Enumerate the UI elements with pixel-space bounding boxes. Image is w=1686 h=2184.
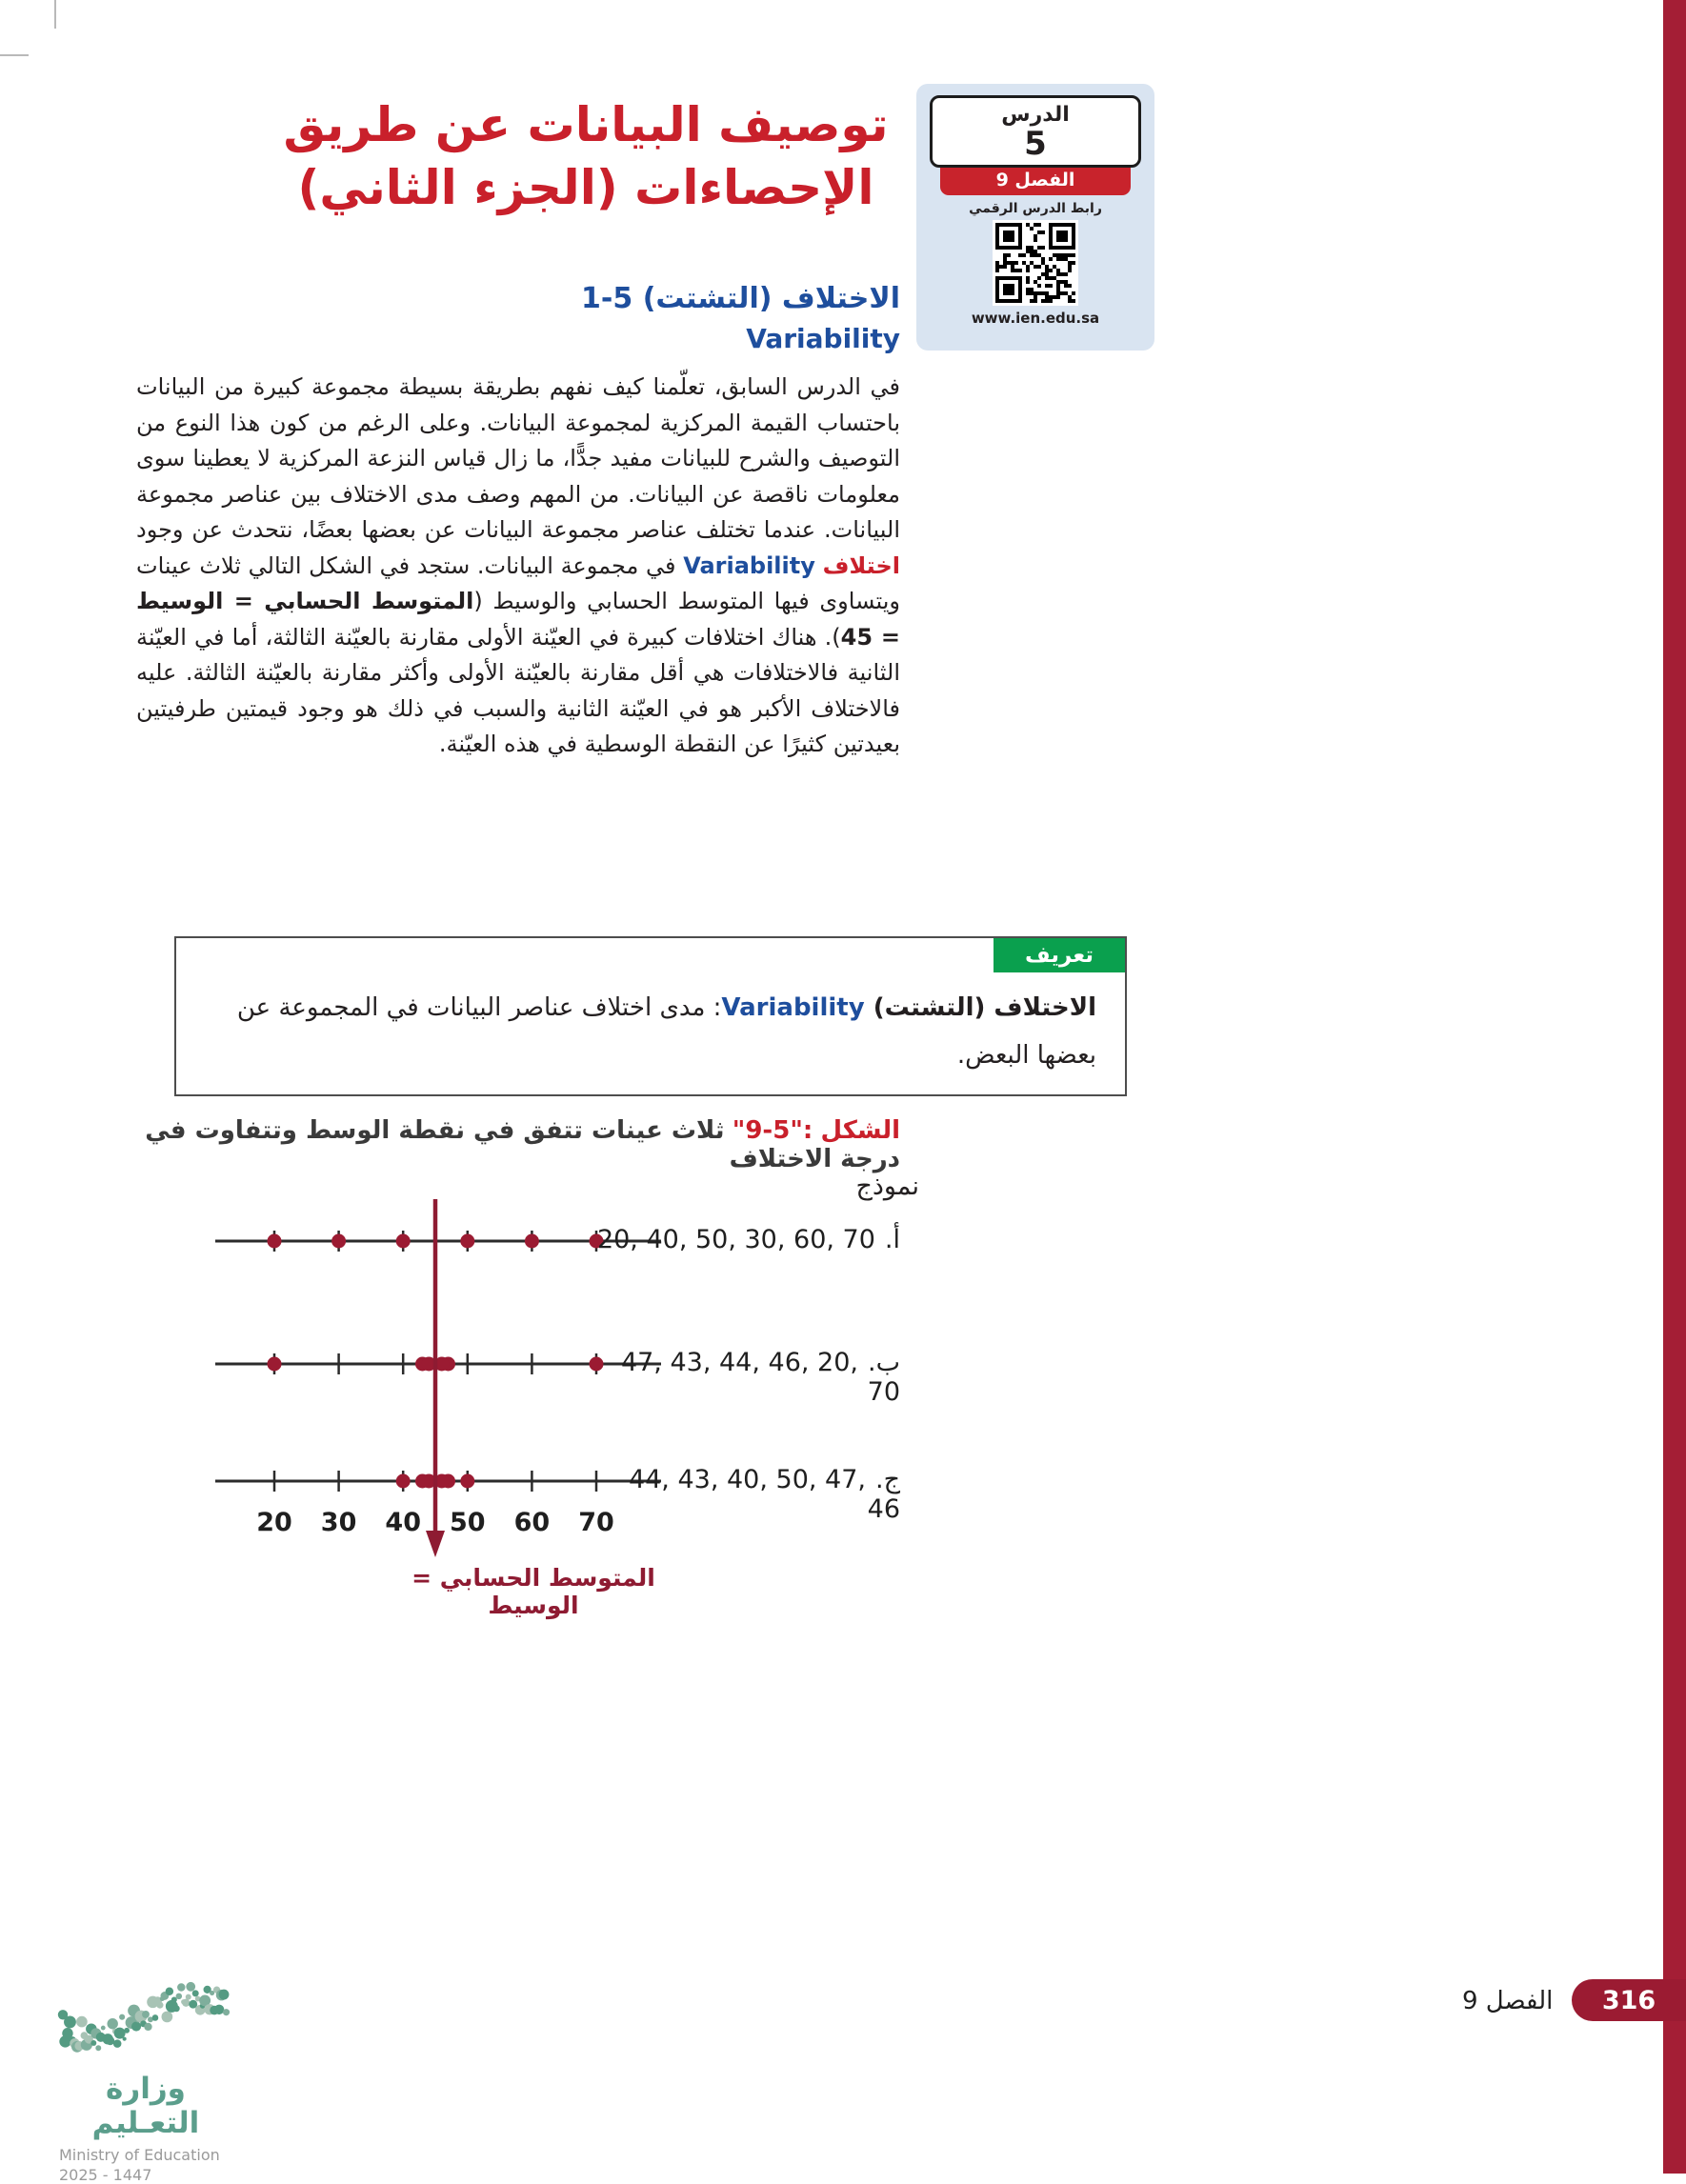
sample-b-values: 47, 43, 44, 46, 20, 70: [620, 1348, 900, 1407]
section-number: 1-5: [581, 282, 633, 315]
chapter-badge: الفصل 9: [940, 168, 1131, 195]
sample-c-row: [589, 1465, 900, 1524]
ministry-name-english: Ministry of Education: [59, 2146, 220, 2164]
crop-mark-vertical: [54, 0, 56, 29]
mean-median-label: المتوسط الحسابي = الوسيط: [411, 1564, 655, 1619]
lesson-label: الدرس: [1001, 103, 1070, 127]
ministry-logo: [55, 1974, 246, 2184]
figure-caption-text: ثلاث عينات تتفق في نقطة الوسط وتتفاوت في درجة الاختلاف: [145, 1116, 900, 1173]
figure-caption-label: الشكل: [820, 1116, 900, 1145]
figure-caption-number: "9-5":: [732, 1116, 813, 1145]
sample-a-row: [589, 1225, 900, 1254]
lesson-info-panel: [916, 84, 1154, 351]
page-title: [271, 93, 900, 219]
qr-caption: رابط الدرس الرقمي: [969, 201, 1102, 216]
lesson-number: 5: [1024, 125, 1047, 163]
lesson-number-box: [930, 95, 1141, 168]
ministry-year: 2025 - 1447: [59, 2166, 152, 2184]
definition-box: [174, 936, 1127, 1096]
model-label: نموذج: [855, 1172, 919, 1201]
sample-c-letter: ج.: [874, 1465, 900, 1494]
svg-text:70: 70: [578, 1508, 614, 1537]
qr-code-icon: [993, 220, 1078, 306]
footer-chapter-label: الفصل 9: [1462, 1987, 1554, 2015]
svg-text:40: 40: [385, 1508, 421, 1537]
svg-text:20: 20: [256, 1508, 292, 1537]
page-title-line2: الإحصاءات (الجزء الثاني): [297, 160, 874, 215]
crop-mark-horizontal: [0, 54, 29, 56]
definition-text: الاختلاف (التشتت) Variability: مدى اختلاف عناصر البيانات في المجموعة عن بعضها البعض.: [236, 993, 1096, 1070]
sample-c-values: 44, 43, 40, 50, 47, 46: [628, 1465, 900, 1524]
page-number-badge: [1572, 1979, 1686, 2021]
figure-caption: [136, 1116, 900, 1173]
section-name: الاختلاف (التشتت): [642, 282, 900, 315]
definition-tab: تعريف: [994, 938, 1125, 972]
svg-text:60: 60: [513, 1508, 551, 1537]
page-number: 316: [1601, 1985, 1656, 2015]
intro-paragraph: في الدرس السابق، تعلّمنا كيف نفهم بطريقة بسيطة مجموعة كبيرة من البيانات باحتساب القيمة المركزية لمجموعة البيانات. وعلى الرغم من كون هذا النوع من التوصيف والشرح للبيانات مفيد جدًّا، ما زال قياس النزعة المركزية لا يعطينا سوى معلومات ناقصة عن البيانات. من المهم وصف مدى الاختلاف بين عناصر مجموعة البيانات. عندما تختلف عناصر مجموعة البيانات عن بعضها بعضًا، نتحدث عن وجود اختلاف Variability في مجموعة البيانات. ستجد في الشكل التالي ثلاث عينات ويتساوى فيها المتوسط الحسابي والوسيط (المتوسط الحسابي = الوسيط = 45). هناك اختلافات كبيرة في العيّنة الأولى مقارنة بالعيّنة الثالثة، أما في العيّنة الثانية فالاختلافات هي أقل مقارنة بالعيّنة الأولى وأكثر مقارنة بالعيّنة الثالثة. عليه فالاختلاف الأكبر هو في العيّنة الثانية والسبب في ذلك هو وجود قيمتين طرفيتين بعيدتين كثيرًا عن النقطة الوسطية في هذه العيّنة.: [136, 373, 900, 757]
svg-text:50: 50: [450, 1508, 486, 1537]
section-title: [424, 282, 900, 315]
sample-a-values: 20, 40, 50, 30, 60, 70: [596, 1225, 875, 1254]
ministry-name-arabic: وزارة التعـليم: [91, 2072, 200, 2140]
ministry-logo-dots-icon: [55, 1974, 236, 2068]
sample-a-letter: أ.: [884, 1225, 900, 1254]
sample-b-letter: ب.: [867, 1348, 900, 1377]
page-title-line1: توصيف البيانات عن طريق: [283, 97, 889, 152]
section-english-title: Variability: [746, 323, 900, 354]
svg-text:30: 30: [320, 1508, 357, 1537]
section-heading: [424, 282, 900, 354]
sample-b-row: [589, 1348, 900, 1407]
page-edge-bar: [1663, 0, 1686, 2174]
qr-url: www.ien.edu.sa: [971, 310, 1100, 327]
